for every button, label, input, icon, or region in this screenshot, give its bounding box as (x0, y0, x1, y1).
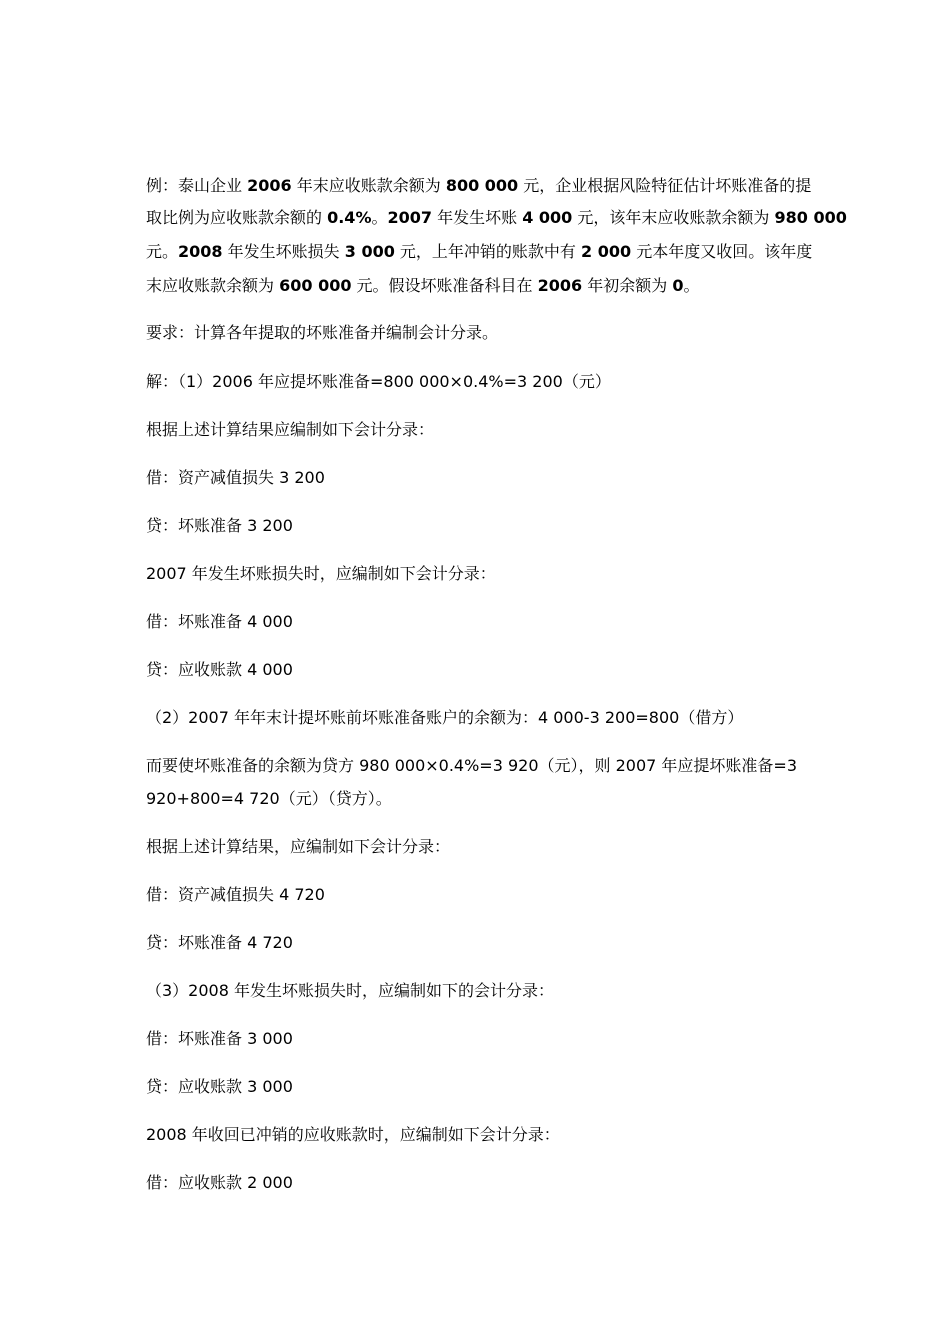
journal-note-3: 根据上述计算结果，应编制如下会计分录： (146, 837, 451, 856)
journal-entry-3-credit: 贷：坏账准备 4 720 (146, 933, 293, 952)
solution-part-2-cont-b: 920+800=4 720（元）（贷方）。 (146, 789, 392, 808)
solution-part-2: （2）2007 年年末计提坏账前坏账准备账户的余额为：4 000-3 200=800（借方） (146, 708, 744, 727)
journal-entry-1-credit: 贷：坏账准备 3 200 (146, 516, 293, 535)
journal-note-2: 2007 年发生坏账损失时，应编制如下会计分录： (146, 564, 496, 583)
journal-note-4: 2008 年收回已冲销的应收账款时，应编制如下会计分录： (146, 1125, 560, 1144)
journal-note-1: 根据上述计算结果应编制如下会计分录： (146, 420, 435, 439)
journal-entry-5-debit: 借：应收账款 2 000 (146, 1173, 293, 1192)
problem-line-1: 例：泰山企业 2006 年末应收账款余额为 800 000 元，企业根据风险特征估计坏账准备的提 (146, 176, 812, 195)
journal-entry-4-debit: 借：坏账准备 3 000 (146, 1029, 293, 1048)
solution-part-2-cont-a: 而要使坏账准备的余额为贷方 980 000×0.4%=3 920（元），则 2007 年应提坏账准备=3 (146, 756, 797, 775)
journal-entry-2-debit: 借：坏账准备 4 000 (146, 612, 293, 631)
solution-part-1: 解：（1）2006 年应提坏账准备=800 000×0.4%=3 200（元） (146, 372, 611, 391)
journal-entry-1-debit: 借：资产减值损失 3 200 (146, 468, 325, 487)
problem-line-3: 元。2008 年发生坏账损失 3 000 元，上年冲销的账款中有 2 000 元本年度又收回。该年度 (146, 242, 813, 261)
journal-entry-4-credit: 贷：应收账款 3 000 (146, 1077, 293, 1096)
solution-part-3: （3）2008 年发生坏账损失时，应编制如下的会计分录： (146, 981, 554, 1000)
problem-line-2: 取比例为应收账款余额的 0.4%。2007 年发生坏账 4 000 元，该年末应收账款余额为 980 000 (146, 208, 847, 227)
problem-line-4: 末应收账款余额为 600 000 元。假设坏账准备科目在 2006 年初余额为 0。 (146, 276, 700, 295)
journal-entry-3-debit: 借：资产减值损失 4 720 (146, 885, 325, 904)
requirement-line: 要求：计算各年提取的坏账准备并编制会计分录。 (146, 323, 499, 342)
journal-entry-2-credit: 贷：应收账款 4 000 (146, 660, 293, 679)
